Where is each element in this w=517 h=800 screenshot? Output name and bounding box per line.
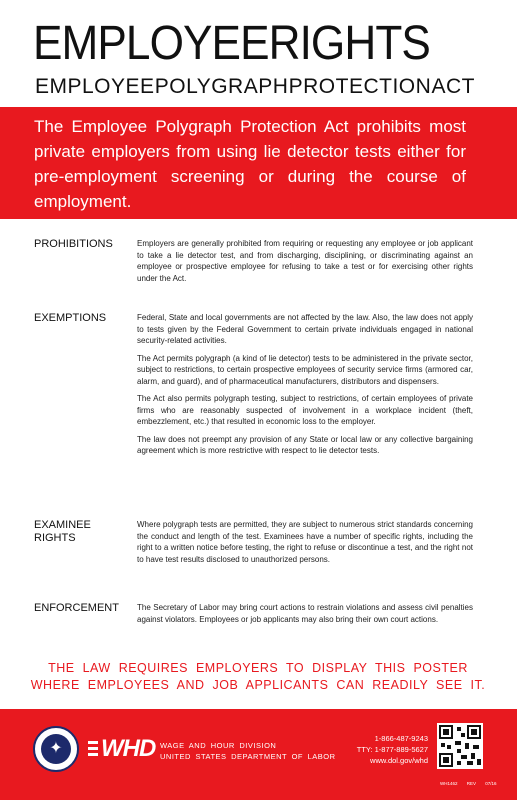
section-label: ENFORCEMENT	[34, 602, 119, 614]
section-paragraph: The Act also permits polygraph testing, subject to restrictions, of certain employees of private firms who are reasonably suspected of involvement in a workplace incident (theft, embezzlement, etc.) that resulted in economic loss to the employer.	[137, 394, 473, 426]
subtitle-word: POLYGRAPH	[154, 75, 289, 98]
contact-info	[330, 733, 428, 766]
form-number: WH1462	[440, 781, 458, 786]
section-paragraph: The Act permits polygraph (a kind of lie detector) tests to be administered in the private sector, subject to restrictions, to certain prospective employees of security service firms (armored car, alarm, and guard), and of pharmaceutical manufacturers, distributors and dispensers.	[137, 353, 473, 386]
section-body	[137, 519, 473, 571]
subtitle-word: EMPLOYEE	[35, 75, 155, 98]
section-paragraph: Employers are generally prohibited from requiring or requesting any employee or job applicant to take a lie detector test, and from discharging, disciplining, or discriminating against an employee or prospective employee for refusing to take a test or for exercising other rights under the Act.	[137, 239, 473, 283]
section-label: EXAMINEE RIGHTS	[34, 519, 91, 544]
form-code	[440, 781, 497, 786]
phone-number: 1-866-487-9243	[374, 734, 428, 743]
section-paragraph: Where polygraph tests are permitted, they are subject to numerous strict standards concerning the conduct and length of the test. Examinees have a number of specific rights, including the right to a written notice before testing, the right to refuse or discontinue a test, and the right not to have test results disclosed to unauthorized persons.	[137, 520, 473, 564]
section-body	[137, 238, 473, 290]
poster-title	[33, 17, 430, 70]
display-notice	[30, 660, 486, 694]
subtitle-word: PROTECTION	[288, 75, 432, 98]
section-paragraph: The Secretary of Labor may bring court actions to restrain violations and assess civil penalties against violators. Employees or job applicants may also bring their own court actions.	[137, 603, 473, 624]
agency-name	[160, 740, 336, 762]
tty-number: TTY: 1-877-889-5627	[356, 745, 428, 754]
whd-logo: WHD	[101, 735, 156, 762]
notice-line: THE LAW REQUIRES EMPLOYERS TO DISPLAY THIS POSTER	[48, 661, 468, 675]
section-body	[137, 312, 473, 463]
section-paragraph: The law does not preempt any provision of any State or local law or any collective bargaining agreement which is more restrictive with respect to lie detector tests.	[137, 434, 473, 455]
dol-seal-icon	[33, 726, 79, 772]
title-word-employee: EMPLOYEE	[33, 17, 269, 70]
notice-line: WHERE EMPLOYEES AND JOB APPLICANTS CAN READILY SEE IT.	[30, 678, 486, 692]
qr-code-icon[interactable]	[437, 723, 483, 769]
footer-band	[0, 709, 517, 800]
title-word-rights: RIGHTS	[268, 17, 430, 70]
intro-text: The Employee Polygraph Protection Act prohibits most private employers from using lie detector tests either for pre-employment screening or during the course of employment.	[34, 117, 466, 211]
eagle-icon: ✦	[41, 734, 71, 764]
agency-line: UNITED STATES DEPARTMENT OF LABOR	[160, 752, 336, 761]
section-body	[137, 602, 473, 631]
poster-subtitle	[35, 74, 475, 100]
form-revision: REV 07/16	[466, 781, 497, 786]
section-label: EXEMPTIONS	[34, 312, 107, 324]
section-paragraph: Federal, State and local governments are not affected by the law. Also, the law does not apply to tests given by the Federal Government to certain private individuals engaged in national security-related activities.	[137, 313, 473, 345]
agency-line: WAGE AND HOUR DIVISION	[160, 741, 277, 750]
section-label: PROHIBITIONS	[34, 238, 113, 250]
flag-stripes-icon	[88, 739, 100, 759]
website-link[interactable]: www.dol.gov/whd	[370, 756, 428, 765]
subtitle-word: ACT	[431, 75, 475, 98]
